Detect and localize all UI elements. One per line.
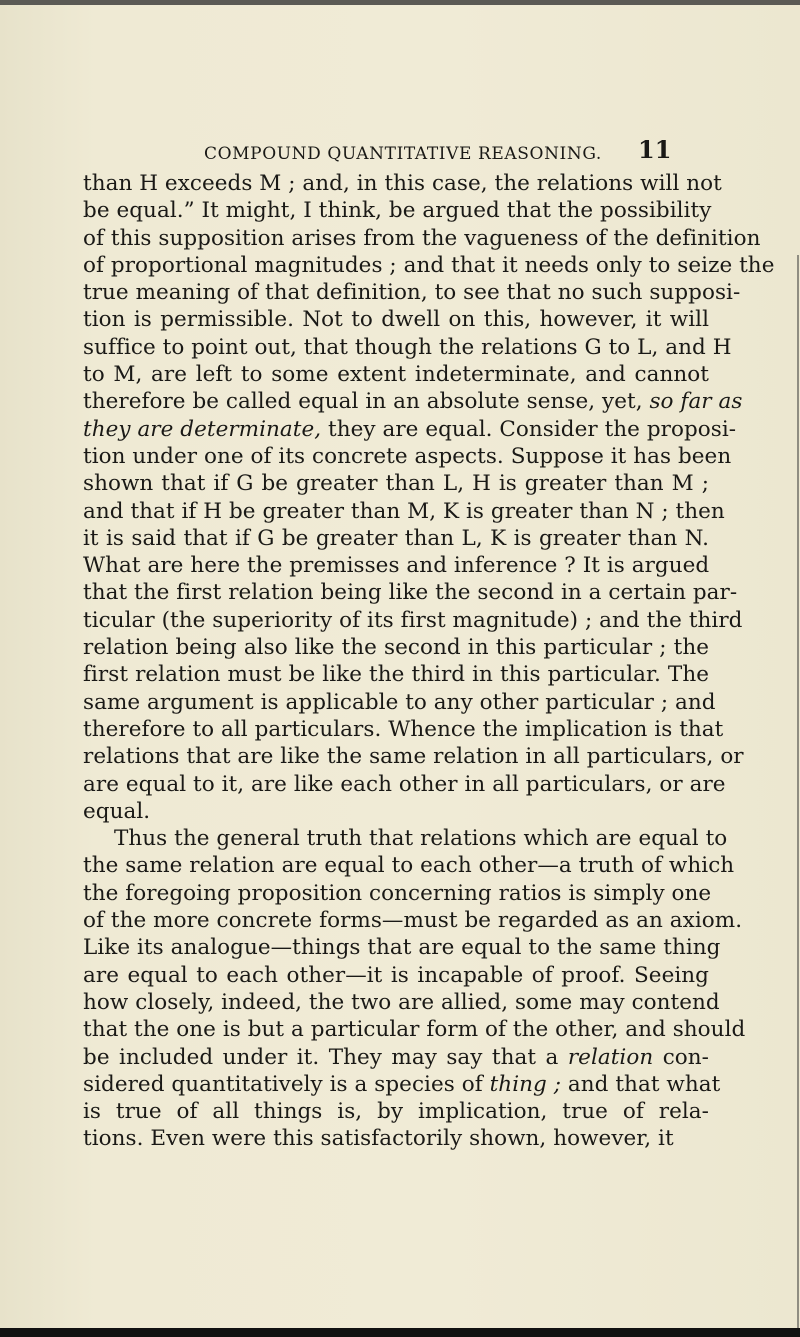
running-head: COMPOUND QUANTITATIVE REASONING. (204, 144, 602, 164)
text-fragment: con- (662, 1044, 709, 1070)
bottom-edge-rule (0, 1328, 800, 1337)
text-line-with-italic (83, 1071, 721, 1098)
text-line: it is said that if G be greater than L, K is greater than N. (83, 525, 709, 551)
text-fragment: and that what (567, 1071, 721, 1097)
text-line: ticular (the superiority of its first magnitude) ; and the third (83, 607, 743, 633)
text-line: of proportional magnitudes ; and that it needs only to seize the (83, 252, 775, 278)
text-line: relation being also like the second in this particular ; the (83, 635, 709, 661)
text-line: relations that are like the same relation in all particulars, or (83, 744, 744, 770)
text-line: Like its analogue—things that are equal to the same thing (83, 935, 721, 961)
text-line: is true of all things is, by implication, true of rela- (83, 1099, 709, 1125)
text-line: tions. Even were this satisfactorily shown, however, it (83, 1126, 674, 1152)
italic-fragment: relation (567, 1044, 654, 1070)
text-line: the foregoing proposition concerning ratios is simply one (83, 880, 712, 906)
text-line: shown that if G be greater than L, H is greater than M ; (83, 471, 709, 497)
text-line: therefore to all particulars. Whence the implication is that (83, 716, 724, 742)
text-line: first relation must be like the third in this particular. The (83, 662, 709, 688)
text-line: of this supposition arises from the vagueness of the definition (83, 225, 761, 251)
text-line: true meaning of that definition, to see that no such supposi- (83, 280, 741, 306)
italic-fragment: so far as (649, 389, 743, 415)
text-line: and that if H be greater than M, K is greater than N ; then (83, 498, 725, 524)
text-fragment: they are equal. Consider the proposi- (328, 416, 737, 442)
text-line: than H exceeds M ; and, in this case, the relations will not (83, 171, 722, 196)
text-line: of the more concrete forms—must be regarded as an axiom. (83, 908, 743, 934)
text-line: What are here the premisses and inference ? It is argued (83, 553, 710, 579)
text-line: tion is permissible. Not to dwell on this, however, it will (83, 307, 709, 333)
text-line: tion under one of its concrete aspects. Suppose it has been (83, 443, 732, 469)
text-line: the same relation are equal to each other—a truth of which (83, 853, 735, 879)
text-line-with-italic (83, 388, 743, 415)
paragraph-start-line: Thus the general truth that relations which are equal to (114, 826, 728, 852)
text-line: that the one is but a particular form of the other, and should (83, 1017, 746, 1043)
italic-fragment: they are determinate, (83, 416, 322, 442)
text-fragment: sidered quantitatively is a species of (83, 1071, 483, 1097)
text-line: suffice to point out, that though the relations G to L, and H (83, 334, 732, 360)
text-fragment: therefore be called equal in an absolute sense, yet, (83, 389, 643, 415)
text-line: to M, are left to some extent indeterminate, and cannot (83, 362, 709, 388)
text-line: that the first relation being like the second in a certain par- (83, 580, 738, 606)
text-line: are equal to each other—it is incapable of proof. Seeing (83, 962, 709, 988)
text-line: are equal to it, are like each other in all particulars, or are (83, 771, 726, 797)
text-line: how closely, indeed, the two are allied, some may contend (83, 989, 720, 1015)
text-line: equal. (83, 798, 151, 824)
text-line: be equal.” It might, I think, be argued that the possibility (83, 198, 712, 224)
body-text (83, 170, 775, 1153)
page-number: 11 (638, 135, 672, 164)
text-line-with-italic (83, 416, 737, 443)
right-page-edge (797, 255, 799, 1328)
text-line: same argument is applicable to any other particular ; and (83, 689, 716, 715)
italic-fragment: thing ; (489, 1071, 562, 1097)
text-line-with-italic (83, 1044, 709, 1071)
text-fragment: be included under it. They may say that a (83, 1044, 559, 1070)
top-edge-rule (0, 0, 800, 5)
